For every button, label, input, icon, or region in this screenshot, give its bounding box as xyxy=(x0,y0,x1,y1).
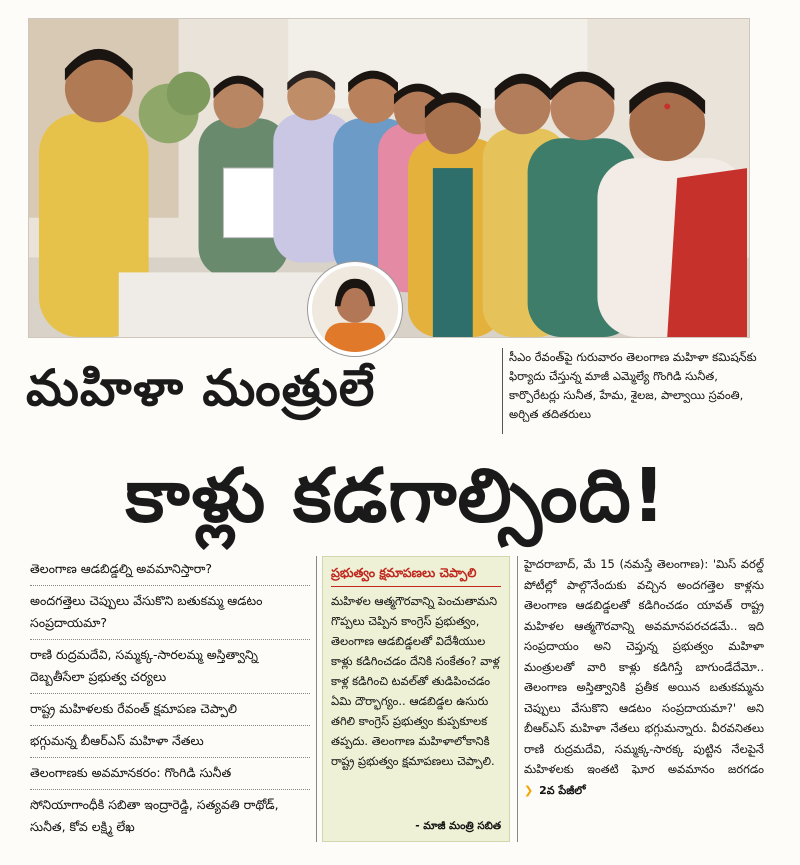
inset-portrait xyxy=(308,262,402,356)
sidebar-box-title: ప్రభుత్వం క్షమాపణలు చెప్పాలి xyxy=(331,563,501,587)
article-text: హైదరాబాద్, మే 15 (నమస్తే తెలంగాణ): 'మిస్ వరల్డ్ పోటీల్లో పాల్గొనేందుకు వచ్చిన అందగత్తెల కాళ్లను తెలంగాణ ఆడబిడ్డలతో కడిగించడం యావత్ రాష్ట్ర మహిళల ఆత్మగౌరవాన్ని అవమానపరచడమే.. ఇది సంప్రదాయం అని చెప్తున్న ప్రభుత్వం మహిళా మంత్రులతో వారి కాళ్లు కడిగిస్తే బాగుండేదేమో.. తెలంగాణ అస్తిత్వానికి ప్రతీక అయిన బతుకమ్మను చెప్పులు వేసుకొని ఆడటం సంప్రదాయమా?' అని బీఆర్‌ఎస్ మహిళా నేతలు భగ్గుమన్నారు. వీరవనితలు రాణి రుద్రమదేవి, సమ్మక్క-సారక్క పుట్టిన నేలపైనే మహిళలకు ఇంతటి ఘోర అవమానం జరగడం xyxy=(524,557,764,776)
highlights-list xyxy=(30,554,310,854)
highlight-item: తెలంగాణ ఆడబిడ్డల్ని అవమానిస్తారా? xyxy=(30,554,310,586)
column-divider xyxy=(517,556,518,842)
highlight-item: రాష్ట్ర మహిళలకు రేవంత్ క్షమాపణ చెప్పాలి xyxy=(30,694,310,726)
highlight-item: సోనియాగాంధీకి సబితా ఇంద్రారెడ్డి, సత్యవతి రాథోడ్, సునీత, కోవ లక్ష్మి లేఖ xyxy=(30,797,279,834)
highlight-item: తెలంగాణకు అవమానకరం: గొంగిడి సునీత xyxy=(30,758,310,790)
headline-line-1: మహిళా మంత్రులే xyxy=(26,359,376,417)
sidebar-quote-box xyxy=(322,556,510,842)
article-body xyxy=(524,554,764,844)
continued-arrow-icon: ❯ xyxy=(524,783,534,797)
continued-link[interactable] xyxy=(524,781,586,802)
headline-line-2: కాళ్లు కడగాల్సింది! xyxy=(125,453,667,539)
highlight-item: అందగత్తెలు చెప్పులు వేసుకొని బతుకమ్మ ఆడటం సంప్రదాయమా? xyxy=(30,586,310,640)
continued-label: 2వ పేజీలో xyxy=(539,783,586,797)
photo-caption: సీఎం రేవంత్‌పై గురువారం తెలంగాణ మహిళా కమిషన్‌కు ఫిర్యాదు చేస్తున్న మాజీ ఎమ్మెల్యే గొంగిడి సునీత, కార్పొరేటర్లు సునీత, హేమ, శైలజ, పాల్వాయి స్రవంతి, అర్చిత తదితరులు xyxy=(502,348,758,434)
sidebar-box-body: మహిళల ఆత్మగౌరవాన్ని పెంచుతామని గొప్పలు చెప్పిన కాంగ్రెస్ ప్రభుత్వం, తెలంగాణ ఆడబిడ్డలతో విదేశీయుల కాళ్లు కడిగించడం దేనికి సంకేతం? వాళ్ల కాళ్ల కడిగించి టవల్‌తో తుడిపించడం ఏమి దౌర్భాగ్యం.. ఆడబిడ్డల ఉసురు తగిలి కాంగ్రెస్ ప్రభుత్వం కుప్పకూలక తప్పదు. తెలంగాణ మహిళాలోకానికి రాష్ట్ర ప్రభుత్వం క్షమాపణలు చెప్పాలి. xyxy=(331,594,500,768)
highlight-item: రాణి రుద్రమదేవి, సమ్మక్క-సారలమ్మ అస్తిత్వాన్ని దెబ్బతీసేలా ప్రభుత్వ చర్యలు xyxy=(30,640,310,694)
highlight-item: భగ్గుమన్న బీఆర్‌ఎస్ మహిళా నేతలు xyxy=(30,726,310,758)
inset-portrait-illustration xyxy=(312,266,398,352)
sidebar-box-signature: - మాజీ మంత్రి సబిత xyxy=(415,820,501,832)
column-divider xyxy=(316,556,317,842)
